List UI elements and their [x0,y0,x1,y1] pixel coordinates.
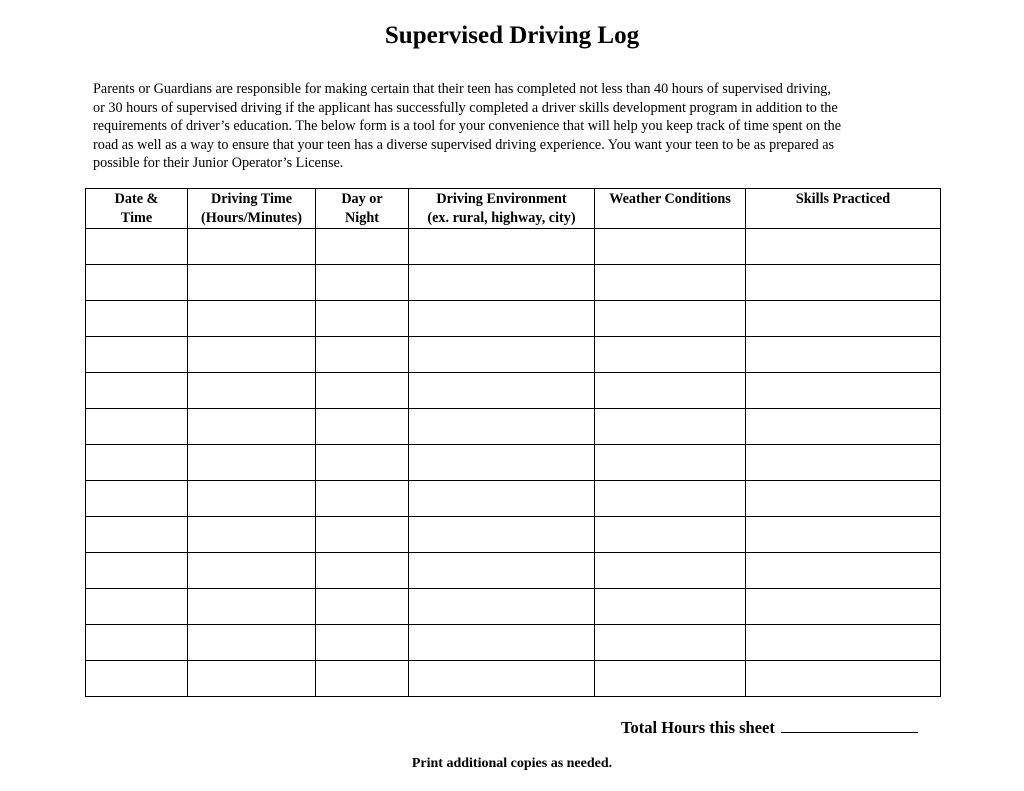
table-row [86,625,941,661]
table-cell[interactable] [188,661,316,697]
table-cell[interactable] [86,589,188,625]
table-cell[interactable] [746,553,941,589]
table-cell[interactable] [188,337,316,373]
table-cell[interactable] [316,409,409,445]
header-line: Skills Practiced [795,191,891,207]
table-cell[interactable] [86,661,188,697]
table-cell[interactable] [316,589,409,625]
table-cell[interactable] [86,409,188,445]
table-cell[interactable] [595,625,746,661]
table-cell[interactable] [746,517,941,553]
table-cell[interactable] [595,517,746,553]
table-cell[interactable] [409,589,595,625]
table-cell[interactable] [86,373,188,409]
table-cell[interactable] [409,265,595,301]
header-day-or-night [316,189,409,229]
table-cell[interactable] [188,625,316,661]
table-cell[interactable] [595,589,746,625]
table-cell[interactable] [746,265,941,301]
table-row [86,481,941,517]
table-row [86,661,941,697]
table-cell[interactable] [316,481,409,517]
table-row [86,337,941,373]
table-cell[interactable] [316,445,409,481]
table-cell[interactable] [188,589,316,625]
table-cell[interactable] [595,229,746,265]
table-cell[interactable] [409,301,595,337]
header-line: Driving Environment [436,191,567,207]
page-title: Supervised Driving Log [384,22,640,49]
table-cell[interactable] [595,265,746,301]
table-row [86,553,941,589]
table-cell[interactable] [86,229,188,265]
table-header-row [86,189,941,229]
table-cell[interactable] [316,625,409,661]
table-cell[interactable] [595,553,746,589]
table-cell[interactable] [86,337,188,373]
table-cell[interactable] [746,301,941,337]
table-cell[interactable] [595,409,746,445]
table-cell[interactable] [409,553,595,589]
table-cell[interactable] [316,553,409,589]
table-row [86,265,941,301]
table-cell[interactable] [595,373,746,409]
table-row [86,589,941,625]
table-cell[interactable] [188,409,316,445]
table-cell[interactable] [86,517,188,553]
table-cell[interactable] [86,481,188,517]
table-cell[interactable] [409,625,595,661]
table-cell[interactable] [409,661,595,697]
table-cell[interactable] [746,229,941,265]
table-cell[interactable] [188,481,316,517]
header-weather-conditions [595,189,746,229]
table-cell[interactable] [746,337,941,373]
table-row [86,373,941,409]
intro-line: requirements of driver’s education. The below form is a tool for your convenience that will help you keep track of time spent on the [93,118,842,135]
table-cell[interactable] [316,661,409,697]
table-cell[interactable] [86,301,188,337]
table-row [86,409,941,445]
table-cell[interactable] [316,373,409,409]
table-cell[interactable] [595,445,746,481]
table-cell[interactable] [86,265,188,301]
total-hours-label: Total Hours this sheet [621,718,775,737]
header-line: Date & [114,191,159,207]
header-line: Time [120,210,153,226]
table-cell[interactable] [188,229,316,265]
table-cell[interactable] [746,625,941,661]
table-cell[interactable] [595,661,746,697]
table-cell[interactable] [409,409,595,445]
table-cell[interactable] [746,481,941,517]
header-date-time [86,189,188,229]
table-cell[interactable] [746,661,941,697]
footer-note: Print additional copies as needed. [411,756,613,771]
table-cell[interactable] [746,373,941,409]
table-cell[interactable] [188,553,316,589]
table-cell[interactable] [86,625,188,661]
table-cell[interactable] [746,445,941,481]
intro-paragraph [93,80,933,173]
table-cell[interactable] [746,409,941,445]
table-row [86,445,941,481]
table-cell[interactable] [595,337,746,373]
header-line: (Hours/Minutes) [201,210,302,226]
table-cell[interactable] [316,229,409,265]
header-driving-time [188,189,316,229]
table-cell[interactable] [409,445,595,481]
table-cell[interactable] [409,481,595,517]
table-cell[interactable] [595,301,746,337]
log-rows [86,229,941,697]
table-cell[interactable] [188,517,316,553]
header-skills-practiced [746,189,941,229]
table-cell[interactable] [409,229,595,265]
table-row [86,229,941,265]
header-line: Weather Conditions [609,191,731,207]
table-cell[interactable] [409,337,595,373]
table-cell[interactable] [316,517,409,553]
table-cell[interactable] [86,553,188,589]
table-cell[interactable] [188,265,316,301]
table-cell[interactable] [188,373,316,409]
driving-log-table [85,188,941,697]
table-cell[interactable] [595,481,746,517]
total-hours [621,717,918,738]
table-row [86,301,941,337]
header-line: Driving Time [210,191,293,207]
table-cell[interactable] [188,301,316,337]
intro-line: or 30 hours of supervised driving if the applicant has successfully completed a driver skills development program in addition to the [93,99,838,116]
table-cell[interactable] [409,517,595,553]
header-line: (ex. rural, highway, city) [427,210,576,226]
table-row [86,517,941,553]
header-line: Night [345,210,379,226]
table-cell[interactable] [316,265,409,301]
header-line: Day or [341,191,383,207]
table-cell[interactable] [746,589,941,625]
intro-line: road as well as a way to ensure that your teen has a diverse supervised driving experience. You want your teen to be as prepared as [93,136,835,153]
table-cell[interactable] [188,445,316,481]
table-cell[interactable] [86,445,188,481]
intro-line: possible for their Junior Operator’s License. [93,155,344,172]
total-hours-field[interactable] [781,717,918,733]
table-cell[interactable] [316,301,409,337]
intro-line: Parents or Guardians are responsible for making certain that their teen has completed not less than 40 hours of supervised driving, [93,81,831,97]
table-cell[interactable] [316,337,409,373]
table-cell[interactable] [409,373,595,409]
header-driving-environment [409,189,595,229]
